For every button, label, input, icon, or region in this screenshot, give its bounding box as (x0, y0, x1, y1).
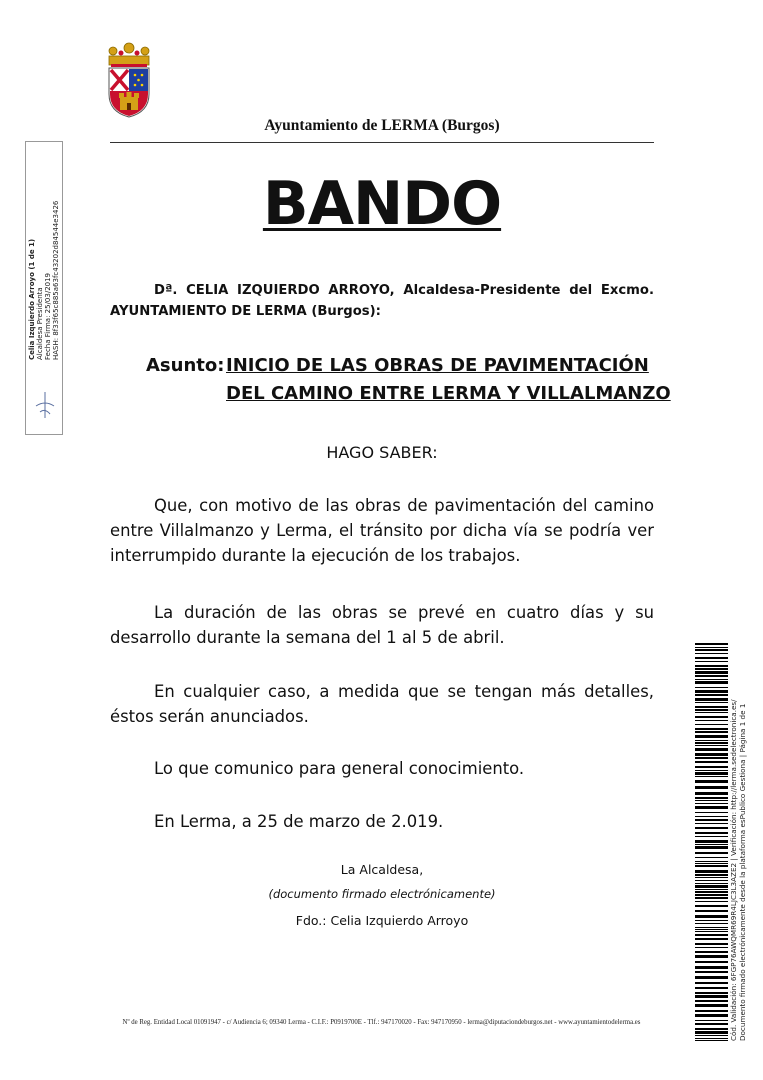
barcode-bar (695, 966, 728, 969)
body-paragraph-2: La duración de las obras se prevé en cuatro días y su desarrollo durante la semana del 1 al 5 de abril. (110, 603, 654, 647)
barcode-bar (695, 877, 728, 878)
barcode-bar (695, 955, 728, 958)
handwritten-signature-icon (32, 390, 58, 420)
barcode-bar (695, 857, 728, 858)
barcode-bar (695, 800, 728, 801)
barcode-bar (695, 766, 728, 768)
coat-of-arms-logo (105, 42, 153, 118)
barcode-bar (695, 938, 728, 940)
barcode-bar (695, 770, 728, 771)
barcode-bar (695, 865, 728, 867)
barcode-bar (695, 679, 728, 680)
barcode-bar (695, 915, 728, 918)
barcode-bar (695, 870, 728, 873)
barcode-bar (695, 976, 728, 979)
barcode-bar (695, 724, 728, 725)
body-paragraph-3: En cualquier caso, a medida que se tengan más detalles, éstos serán anunciados. (110, 682, 654, 726)
barcode-bar (695, 806, 728, 809)
barcode-bar (695, 653, 728, 654)
subject-line-1: INICIO DE LAS OBRAS DE PAVIMENTACIÓN (226, 355, 649, 376)
barcode-bar (695, 803, 728, 804)
barcode-bar (695, 947, 728, 948)
barcode-bar (695, 797, 728, 799)
barcode-bar (695, 716, 728, 718)
barcode-bar (695, 702, 728, 703)
barcode-bar (695, 742, 728, 744)
barcode-bar (695, 840, 728, 843)
barcode-bar (695, 982, 728, 984)
barcode-bar (695, 816, 728, 817)
barcode-bar (695, 649, 728, 651)
barcode-bar (695, 874, 728, 876)
barcode-bar (695, 690, 728, 693)
signature-note: (documento firmado electrónicamente) (268, 887, 496, 901)
barcode-bar (695, 643, 728, 645)
barcode-bar (695, 1020, 728, 1021)
barcode-bar (695, 1014, 728, 1017)
barcode-bar (695, 1004, 728, 1007)
barcode-bar (695, 992, 728, 994)
barcode-bar (695, 923, 728, 924)
barcode-bar (695, 675, 728, 677)
barcode-bar (695, 753, 728, 756)
body-paragraph-5: En Lerma, a 25 de marzo de 2.019. (154, 812, 444, 831)
e-signature-stamp (25, 141, 63, 435)
e-signature-signer: Celia Izquierdo Arroyo (1 de 1) (28, 238, 36, 360)
barcode-bar (695, 772, 728, 775)
barcode-bar (695, 709, 728, 711)
body-paragraph-1: Que, con motivo de las obras de pavimentación del camino entre Villalmanzo y Lerma, el tránsito por dicha vía se podría ver interrumpido durante la ejecución de los trabajos. (110, 496, 654, 565)
barcode-bar (695, 910, 728, 912)
barcode-bar (695, 706, 728, 708)
barcode-bar (695, 748, 728, 751)
barcode-bar (695, 927, 728, 928)
document-title (110, 168, 654, 240)
e-signature-date: Fecha Firma: 25/03/2019 (44, 272, 52, 360)
barcode-bar (695, 819, 728, 821)
barcode-bar (695, 698, 728, 701)
barcode-bar (695, 943, 728, 945)
barcode-bar (695, 934, 728, 936)
barcode-bar (695, 987, 728, 989)
signature-role: La Alcaldesa, (340, 862, 424, 877)
barcode-bar (695, 757, 728, 759)
barcode-bar (695, 971, 728, 973)
barcode-bar (695, 657, 728, 659)
body-paragraph-4: Lo que comunico para general conocimiento. (154, 759, 525, 778)
barcode-bar (695, 728, 728, 730)
barcode-bar (695, 740, 728, 741)
barcode-bar (695, 792, 728, 795)
barcode-bar (695, 647, 728, 648)
barcode-bar (695, 844, 728, 845)
barcode-bar (695, 891, 728, 893)
barcode-bar (695, 995, 728, 998)
barcode-bar (695, 745, 728, 746)
subject-label: Asunto: (146, 355, 225, 376)
barcode-bar (695, 687, 728, 688)
barcode-bar (695, 861, 728, 862)
barcode-bar (695, 1031, 728, 1034)
barcode-bar (695, 901, 728, 902)
barcode-bar (695, 661, 728, 662)
barcode-bar (695, 920, 728, 921)
barcode-bar (695, 665, 728, 667)
document-title-text: BANDO (262, 169, 502, 239)
barcode-bar (695, 889, 728, 890)
barcode-bar (695, 786, 728, 789)
barcode-bar (695, 812, 728, 813)
e-signature-hash: HASH: 8f33f65c885a63fc43202d84544e3426 (52, 200, 60, 360)
barcode-bar (695, 1040, 728, 1041)
institution-name: Ayuntamiento de LERMA (Burgos) (264, 117, 500, 134)
barcode-bar (695, 961, 728, 963)
validation-barcode (695, 643, 728, 1041)
barcode-bar (695, 1028, 728, 1030)
barcode-bar (695, 776, 728, 777)
barcode-bar (695, 836, 728, 837)
barcode-bar (695, 668, 728, 670)
barcode-bar (695, 1038, 728, 1039)
barcode-bar (695, 761, 728, 763)
barcode-bar (695, 894, 728, 896)
barcode-bar (695, 681, 728, 684)
barcode-bar (695, 1010, 728, 1012)
sender-paragraph: Dª. CELIA IZQUIERDO ARROYO, Alcaldesa-Presidente del Excmo. AYUNTAMIENTO DE LERMA (Burgos): (110, 283, 654, 319)
validation-code: Cód. Validación: 6FGP76AWQMR69R4LJC3L3AZE2 | Verificación: http://lerma.sedelectronica.es/ (729, 699, 738, 1041)
barcode-bar (695, 720, 728, 721)
barcode-bar (695, 897, 728, 899)
validation-platform: Documento firmado electrónicamente desde la plataforma esPublico Gestiona | Página 1 de 1 (738, 703, 747, 1041)
announcement-heading: HAGO SABER: (326, 443, 438, 462)
barcode-bar (695, 883, 728, 884)
barcode-bar (695, 694, 728, 696)
barcode-bar (695, 827, 728, 829)
barcode-bar (695, 863, 728, 864)
barcode-bar (695, 905, 728, 907)
subject-line-2: DEL CAMINO ENTRE LERMA Y VILLALMANZO (226, 383, 671, 404)
barcode-bar (695, 1035, 728, 1036)
barcode-bar (695, 780, 728, 783)
barcode-bar (695, 735, 728, 738)
e-signature-position: Alcaldesa Presidenta (36, 287, 44, 360)
barcode-bar (695, 880, 728, 881)
barcode-bar (695, 731, 728, 733)
barcode-bar (695, 1023, 728, 1025)
barcode-bar (695, 951, 728, 953)
barcode-bar (695, 1000, 728, 1002)
header-divider (110, 142, 654, 143)
barcode-bar (695, 931, 728, 932)
footer-contact: Nº de Reg. Entidad Local 01091947 - c/ Audiencia 6; 09340 Lerma - C.I.F.: P0919700E - Tlf.: 947170020 - Fax: 947170950 - lerma@diputaciondeburgos.net - www.ayuntamientodelerma.es (122, 1019, 641, 1026)
barcode-bar (695, 846, 728, 849)
barcode-bar (695, 885, 728, 888)
barcode-bar (695, 832, 728, 834)
barcode-bar (695, 929, 728, 930)
barcode-bar (695, 712, 728, 713)
barcode-bar (695, 852, 728, 854)
barcode-bar (695, 823, 728, 824)
signature-name: Fdo.: Celia Izquierdo Arroyo (295, 913, 469, 928)
barcode-bar (695, 671, 728, 674)
